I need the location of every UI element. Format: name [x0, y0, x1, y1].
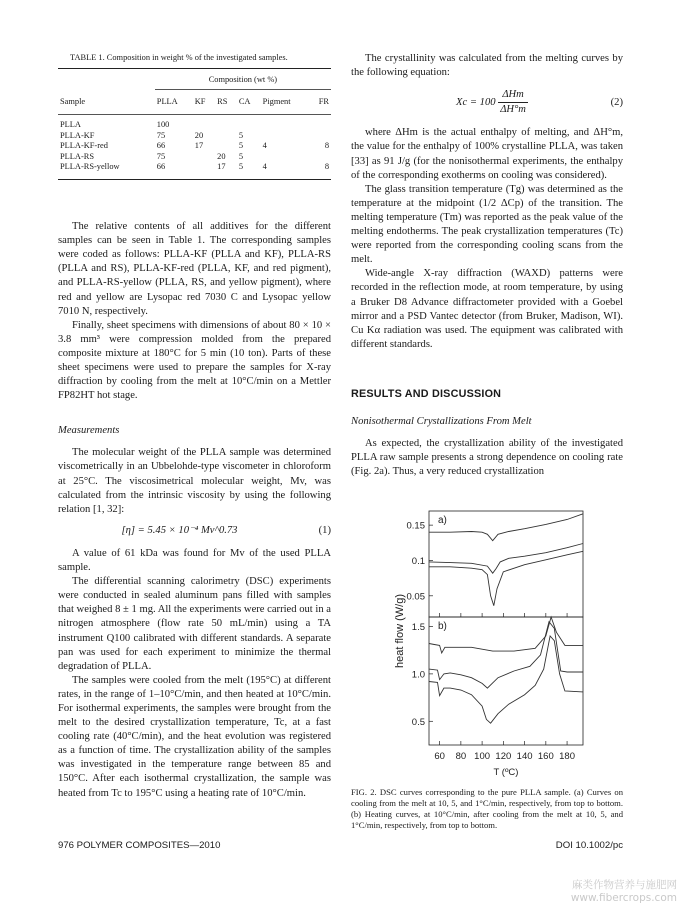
table-row — [58, 131, 331, 142]
plot-frame — [429, 511, 583, 617]
table-cell — [215, 141, 237, 152]
table-row — [58, 162, 331, 173]
table-col-kf: KF — [194, 96, 206, 106]
table-cell: 20 — [194, 130, 204, 140]
left-paragraph-3: The molecular weight of the PLLA sample was determined viscometrically in an Ubbelohde-type viscometer in chloroform at 25°C. The viscosimetrical molecular weight, Mv, was calculated from the intrinsic viscosity by using the following relation [1, 32]: — [58, 447, 331, 515]
table-cell: 5 — [238, 162, 244, 172]
y-tick-label: 1.0 — [411, 669, 425, 681]
results-section-heading: RESULTS AND DISCUSSION — [351, 387, 502, 400]
table-cell: 100 — [156, 120, 170, 130]
right-paragraph-4: Wide-angle X-ray diffraction (WAXD) patterns were recorded in the reflection mode, at room temperature, by using a Bruker D8 Advance diffractometer provided with a Goebel mirror and a PSD Vantec detector (from Bruker, Madison, WI). Cu Kα radiation was used. The equipment was calibrated with different standards. — [351, 268, 623, 350]
dsc-curve — [429, 622, 583, 688]
table-cell — [193, 120, 215, 131]
left-column — [58, 52, 331, 801]
watermark-line-1: 麻类作物营养与施肥网 — [572, 879, 677, 891]
x-tick-label: 180 — [559, 751, 575, 763]
equation-2 — [351, 88, 623, 117]
table-row — [58, 120, 331, 131]
equation-2-number: (2) — [610, 96, 623, 108]
x-tick-label: 80 — [455, 751, 467, 763]
figure-2 — [351, 503, 623, 779]
table-cell — [215, 120, 237, 131]
y-tick-label: 0.05 — [406, 591, 425, 603]
x-tick-label: 100 — [474, 751, 491, 763]
watermark-line-2: www.fibercrops.com — [570, 892, 677, 904]
table-cell: 5 — [238, 141, 244, 151]
table-cell: 4 — [262, 162, 267, 172]
table-cell: PLLA-KF — [60, 130, 95, 140]
table-col-rs: RS — [217, 96, 228, 106]
y-tick-label: 1.5 — [411, 622, 425, 634]
table-cell — [309, 120, 331, 131]
figure-caption: FIG. 2. DSC curves corresponding to the pure PLLA sample. (a) Curves on cooling from the melt at 10, 5, and 1°C/min, respectively, from top to bottom. (b) Heating curves, at 10°C/min, after cooling from the melt at 10, 5, and 1°C/min, respectively, from top to bottom. — [351, 787, 623, 831]
y-tick-label: 0.15 — [406, 520, 425, 532]
table-cell — [215, 131, 237, 142]
table-cell: 75 — [156, 151, 166, 161]
table-cell — [193, 152, 215, 163]
x-axis-label: T (ºC) — [493, 767, 519, 779]
table-cell: 17 — [217, 162, 226, 172]
table-col-fr: FR — [318, 96, 329, 106]
y-tick-label: 0.1 — [411, 556, 425, 568]
right-paragraph-5: As expected, the crystallization ability of the investigated PLLA raw sample presents a strong dependence on cooling rate (Fig. 2a). Thus, a very reduced crystallization — [351, 438, 623, 478]
table-cell: 4 — [262, 141, 267, 151]
plot-frame — [429, 617, 583, 745]
table-caption: TABLE 1. Composition in weight % of the investigated samples. — [70, 53, 288, 62]
left-paragraph-2: Finally, sheet specimens with dimensions of about 80 × 10 × 3.8 mm³ were compression molded from the prepared composite mixture at 180°C for 5 min (10 ton). Parts of these sheet specimens were used to prepare the samples for X-ray diffraction by cooling from the melt at 10°C/min on a Mettler FP82HT hot stage. — [58, 319, 331, 402]
right-column — [351, 52, 623, 831]
dsc-curve — [429, 636, 583, 723]
left-paragraph-1: The relative contents of all additives for the different samples can be seen in Table 1. The corresponding samples were coded as follows: PLLA-KF (PLLA and KF), PLLA-RS (PLLA and RS), PLLA-KF-red (PLLA, KF, and red pigment), and PLLA-RS-yellow (PLLA, RS, and yellow pigment), where red and yellow are Lysopac red 7030 C and Lysopac yellow 7010 N, respectively. — [58, 221, 331, 317]
x-tick-label: 160 — [537, 751, 554, 763]
table-cell: 8 — [324, 162, 329, 172]
equation-2-lhs: Xc = 100 — [456, 97, 496, 109]
dsc-curve — [429, 617, 583, 653]
y-axis-label: heat flow (W/g) — [394, 594, 406, 669]
dsc-curve — [429, 514, 583, 541]
table-cell: 17 — [194, 141, 204, 151]
footer-right: DOI 10.1002/pc — [555, 840, 623, 851]
table-cell: 75 — [156, 130, 166, 140]
nonisothermal-heading: Nonisothermal Crystallizations From Melt — [351, 415, 532, 427]
table-cell: PLLA-RS — [60, 151, 94, 161]
left-paragraph-4: A value of 61 kDa was found for Mv of the used PLLA sample. — [58, 547, 331, 574]
table-cell — [309, 131, 331, 142]
measurements-heading: Measurements — [58, 425, 120, 437]
right-paragraph-3: The glass transition temperature (Tg) was determined as the temperature at the midpoint (1/2 ΔCp) of the transition. The melting temperature (Tm) was reported as the peak value of the melting endotherms. The peak crystallization temperatures (Tc) were reported from the corresponding cooling scans from the melt. — [351, 183, 623, 266]
composition-table — [58, 68, 331, 180]
table-row — [58, 152, 331, 163]
table-row — [58, 141, 331, 152]
y-tick-label: 0.5 — [411, 717, 425, 729]
right-paragraph-2: where ΔHm is the actual enthalpy of melting, and ΔH°m, the value for the enthalpy of 100% crystalline PLLA, was taken [33] as 91 J/g (for the nonisothermal experiments, the enthalpy of the corresponding exotherms on cooling was considered). — [351, 127, 623, 181]
table-cell: 66 — [156, 162, 166, 172]
table-cell: 20 — [217, 151, 226, 161]
table-cell: 5 — [238, 151, 244, 161]
equation-1-number: (1) — [318, 524, 331, 536]
equation-1 — [58, 524, 331, 538]
left-paragraph-5: The differential scanning calorimetry (DSC) experiments were conducted in sealed aluminum pans filled with samples that weighed 8 ± 1 mg. All the experiments were carried out in a nitrogen atmosphere (flow rate 50 mL/min) using a TA instrument Q100 calibrated with different standards. A separate pan was used for each experiment to minimize the thermal degradation of PLLA. — [58, 576, 331, 672]
table-cell — [193, 162, 215, 173]
equation-2-fraction — [498, 88, 528, 117]
watermark — [571, 879, 677, 905]
table-col-pigment: Pigment — [262, 96, 291, 106]
equation-1-body: [η] = 5.45 × 10⁻⁴ Mv^0.73 — [121, 524, 238, 536]
table-cell — [261, 120, 310, 131]
table-cell: 5 — [238, 130, 244, 140]
table-cell: PLLA-RS-yellow — [60, 162, 120, 172]
equation-2-denominator: ΔH°m — [500, 104, 526, 116]
dsc-figure — [351, 503, 623, 779]
table-cell — [237, 120, 261, 131]
table-col-plla: PLLA — [156, 96, 178, 106]
dsc-curve — [429, 544, 583, 574]
table-cell: 8 — [324, 141, 329, 151]
panel-label: b) — [438, 621, 447, 633]
table-cell — [261, 152, 310, 163]
table-col-sample: Sample — [60, 96, 86, 106]
table-cell: PLLA — [60, 120, 81, 130]
equation-2-numerator: ΔHm — [498, 88, 528, 103]
right-paragraph-1: The crystallinity was calculated from the melting curves by the following equation: — [351, 53, 623, 79]
table-cell — [261, 131, 310, 142]
left-paragraph-6: The samples were cooled from the melt (195°C) at different rates, in the range of 1–10°C/min, and then heated at 10°C/min. For isothermal experiments, the samples were brought from the melt to the desired crystallization temperature, Tc, at a fast cooling rate (40°C/min), and the heat evolution was registered as a function of time. The crystallization ability of the samples was investigated in the temperature range between 85 and 150°C. After each isothermal crystallization, the sample was heated from Tc to 195°C using a heating rate of 10°C/min. — [58, 674, 331, 799]
footer-left: 976 POLYMER COMPOSITES—2010 — [58, 840, 221, 851]
table-body — [58, 120, 331, 173]
x-tick-label: 60 — [434, 751, 445, 763]
panel-label: a) — [438, 515, 447, 527]
x-tick-label: 120 — [495, 751, 512, 763]
table-col-ca: CA — [238, 96, 251, 106]
table-cell: 66 — [156, 141, 166, 151]
table-group-header: Composition (wt %) — [208, 75, 278, 84]
x-tick-label: 140 — [516, 751, 533, 763]
table-cell: PLLA-KF-red — [60, 141, 108, 151]
table-cell — [309, 152, 331, 163]
